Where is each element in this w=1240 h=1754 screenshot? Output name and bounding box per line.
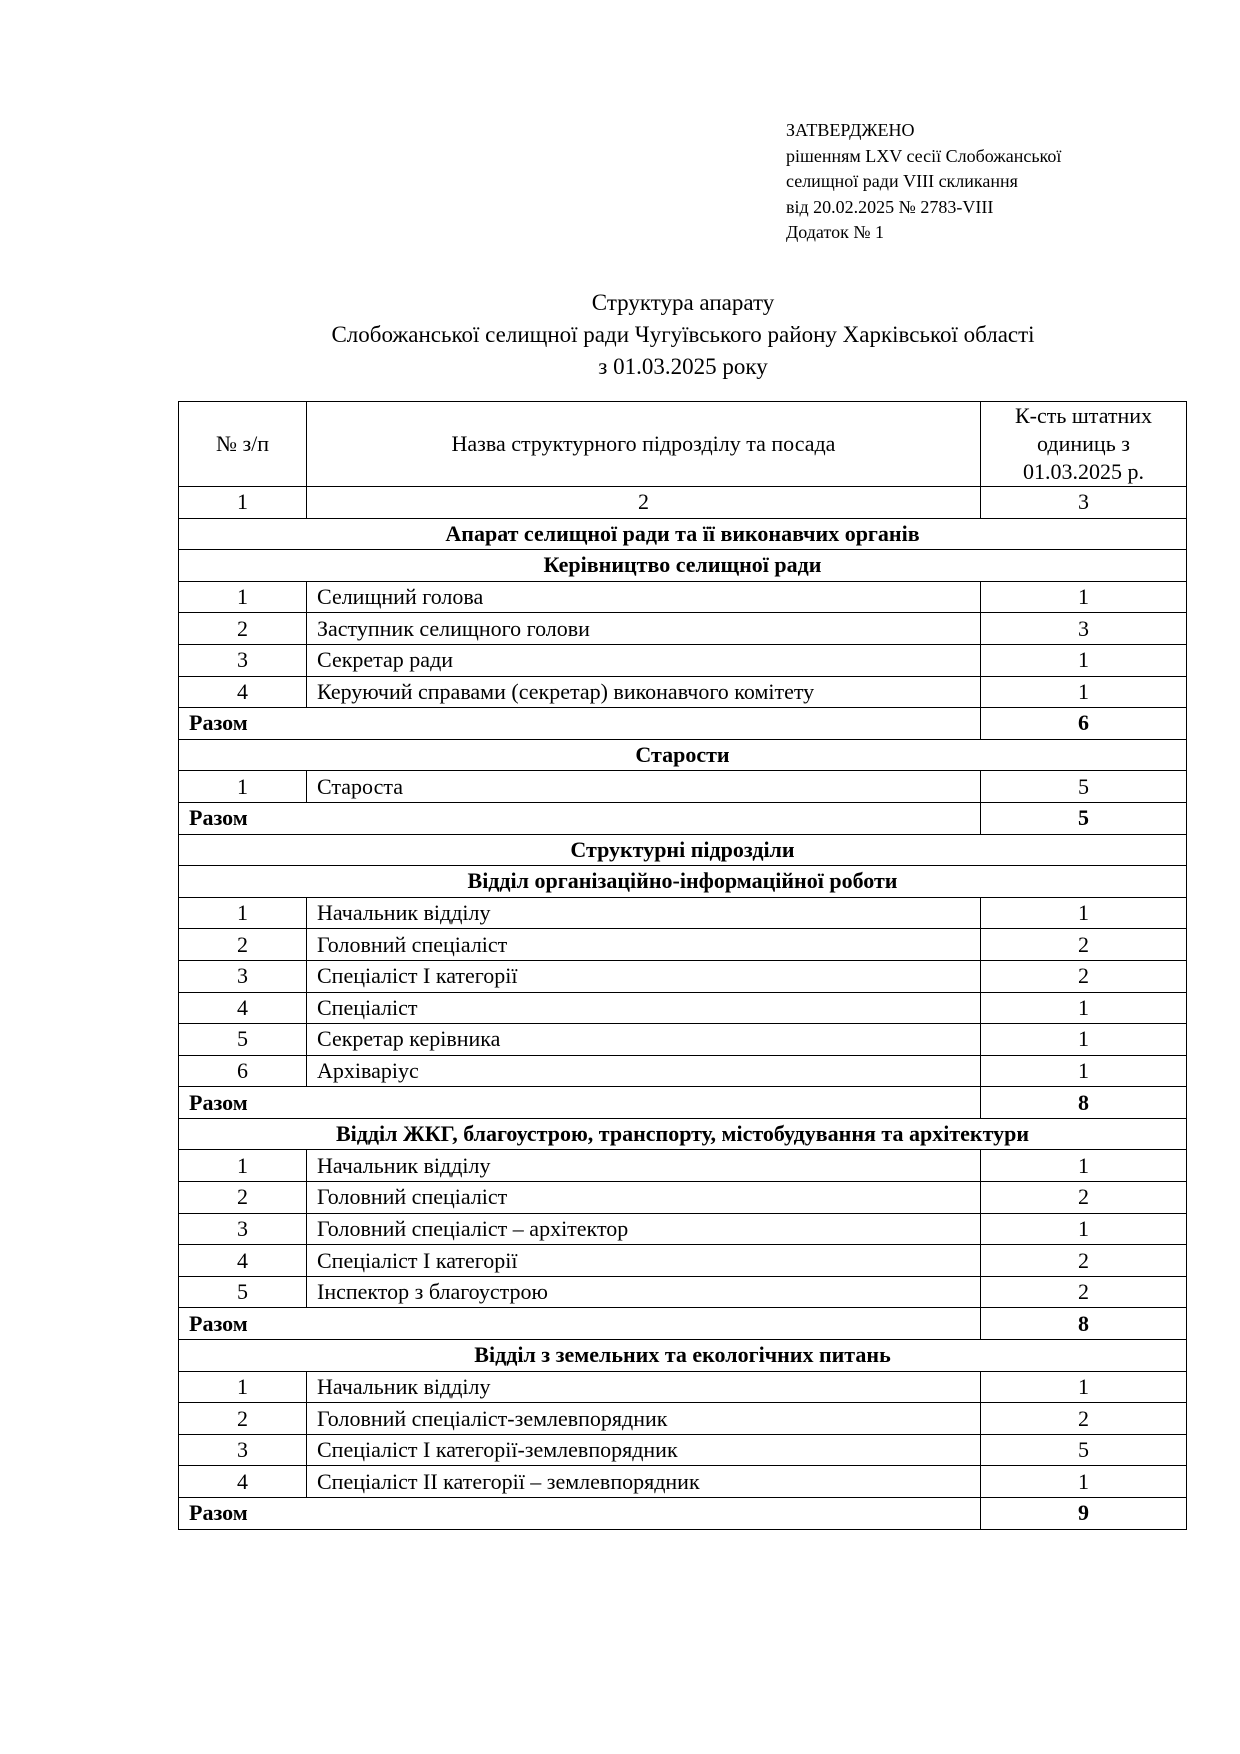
row-number: 2 [179, 929, 307, 961]
table-row [179, 1434, 1187, 1466]
position-name: Начальник відділу [307, 897, 981, 929]
position-name: Головний спеціаліст – архітектор [307, 1213, 981, 1245]
title-line: Слобожанської селищної ради Чугуївського району Харківської області [331, 322, 1035, 347]
total-label: Разом [179, 1308, 981, 1340]
section-row [179, 1340, 1187, 1372]
table-row [179, 897, 1187, 929]
section-row [179, 739, 1187, 771]
unit-count: 1 [981, 897, 1187, 929]
section-title: Старости [179, 739, 1187, 771]
table-row [179, 1182, 1187, 1214]
section-title: Керівництво селищної ради [179, 550, 1187, 582]
table-row [179, 992, 1187, 1024]
table-header-row [179, 402, 1187, 487]
row-number: 4 [179, 992, 307, 1024]
column-number-row [179, 487, 1187, 519]
header-count-line: 01.03.2025 р. [1023, 459, 1144, 484]
table-row [179, 1024, 1187, 1056]
unit-count: 1 [981, 1371, 1187, 1403]
total-count: 9 [981, 1498, 1187, 1530]
position-name: Спеціаліст І категорії-землевпорядник [307, 1434, 981, 1466]
total-count: 8 [981, 1087, 1187, 1119]
row-number: 1 [179, 771, 307, 803]
row-number: 3 [179, 644, 307, 676]
section-title: Відділ з земельних та екологічних питань [179, 1340, 1187, 1372]
position-name: Селищний голова [307, 581, 981, 613]
document-title [178, 287, 1188, 383]
position-name: Головний спеціаліст [307, 929, 981, 961]
position-name: Спеціаліст І категорії [307, 960, 981, 992]
row-number: 5 [179, 1276, 307, 1308]
approval-line: ЗАТВЕРДЖЕНО [786, 120, 915, 140]
total-row [179, 1308, 1187, 1340]
unit-count: 3 [981, 613, 1187, 645]
table-row [179, 1055, 1187, 1087]
section-row [179, 834, 1187, 866]
table-row [179, 960, 1187, 992]
total-label: Разом [179, 708, 981, 740]
position-name: Начальник відділу [307, 1150, 981, 1182]
section-title: Структурні підрозділи [179, 834, 1187, 866]
unit-count: 1 [981, 1024, 1187, 1056]
position-name: Спеціаліст [307, 992, 981, 1024]
row-number: 1 [179, 897, 307, 929]
row-number: 4 [179, 676, 307, 708]
unit-count: 2 [981, 1403, 1187, 1435]
row-number: 1 [179, 581, 307, 613]
unit-count: 5 [981, 771, 1187, 803]
title-line: Структура апарату [591, 290, 775, 315]
header-num: № з/п [179, 402, 307, 487]
table-row [179, 1276, 1187, 1308]
total-count: 8 [981, 1308, 1187, 1340]
table-row [179, 644, 1187, 676]
table-row [179, 771, 1187, 803]
section-title: Відділ організаційно-інформаційної роботи [179, 866, 1187, 898]
position-name: Головний спеціаліст-землевпорядник [307, 1403, 981, 1435]
approval-line: Додаток № 1 [786, 222, 884, 242]
header-count-line: одиниць з [1037, 431, 1130, 456]
header-count-line: К-сть штатних [1014, 403, 1153, 428]
row-number: 4 [179, 1245, 307, 1277]
position-name: Начальник відділу [307, 1371, 981, 1403]
unit-count: 1 [981, 992, 1187, 1024]
unit-count: 1 [981, 581, 1187, 613]
row-number: 2 [179, 1182, 307, 1214]
column-number: 1 [179, 487, 307, 519]
total-row [179, 708, 1187, 740]
row-number: 5 [179, 1024, 307, 1056]
unit-count: 2 [981, 960, 1187, 992]
position-name: Заступник селищного голови [307, 613, 981, 645]
position-name: Інспектор з благоустрою [307, 1276, 981, 1308]
unit-count: 2 [981, 1245, 1187, 1277]
table-row [179, 1245, 1187, 1277]
unit-count: 1 [981, 644, 1187, 676]
row-number: 4 [179, 1466, 307, 1498]
unit-count: 2 [981, 1276, 1187, 1308]
table-row [179, 613, 1187, 645]
table-row [179, 676, 1187, 708]
title-line: з 01.03.2025 року [598, 354, 768, 379]
approval-line: рішенням LXV сесії Слобожанської [786, 145, 1062, 166]
row-number: 2 [179, 613, 307, 645]
position-name: Секретар керівника [307, 1024, 981, 1056]
unit-count: 5 [981, 1434, 1187, 1466]
position-name: Керуючий справами (секретар) виконавчого комітету [307, 676, 981, 708]
row-number: 2 [179, 1403, 307, 1435]
row-number: 3 [179, 1213, 307, 1245]
row-number: 6 [179, 1055, 307, 1087]
total-row [179, 1087, 1187, 1119]
position-name: Архіваріус [307, 1055, 981, 1087]
section-row [179, 1118, 1187, 1150]
approval-line: селищної ради VIII скликання [786, 171, 1018, 191]
position-name: Спеціаліст І категорії [307, 1245, 981, 1277]
table-row [179, 1213, 1187, 1245]
table-row [179, 1371, 1187, 1403]
position-name: Староста [307, 771, 981, 803]
position-name: Спеціаліст ІІ категорії – землевпорядник [307, 1466, 981, 1498]
section-title: Апарат селищної ради та її виконавчих органів [179, 518, 1187, 550]
position-name: Секретар ради [307, 644, 981, 676]
section-row [179, 518, 1187, 550]
section-row [179, 550, 1187, 582]
table-row [179, 1466, 1187, 1498]
column-number: 2 [307, 487, 981, 519]
section-title: Відділ ЖКГ, благоустрою, транспорту, містобудування та архітектури [179, 1118, 1187, 1150]
unit-count: 1 [981, 1055, 1187, 1087]
table-row [179, 929, 1187, 961]
table-row [179, 1403, 1187, 1435]
unit-count: 1 [981, 1150, 1187, 1182]
unit-count: 2 [981, 929, 1187, 961]
total-count: 6 [981, 708, 1187, 740]
total-label: Разом [179, 1498, 981, 1530]
total-count: 5 [981, 802, 1187, 834]
total-row [179, 802, 1187, 834]
total-label: Разом [179, 1087, 981, 1119]
row-number: 1 [179, 1150, 307, 1182]
staff-structure-table [178, 401, 1187, 1530]
total-row [179, 1498, 1187, 1530]
approval-line: від 20.02.2025 № 2783-VIII [786, 196, 994, 217]
total-label: Разом [179, 802, 981, 834]
approval-stamp [786, 118, 1061, 246]
row-number: 3 [179, 1434, 307, 1466]
header-name: Назва структурного підрозділу та посада [307, 402, 981, 487]
unit-count: 2 [981, 1182, 1187, 1214]
table-row [179, 1150, 1187, 1182]
column-number: 3 [981, 487, 1187, 519]
unit-count: 1 [981, 1466, 1187, 1498]
position-name: Головний спеціаліст [307, 1182, 981, 1214]
unit-count: 1 [981, 1213, 1187, 1245]
row-number: 1 [179, 1371, 307, 1403]
section-row [179, 866, 1187, 898]
header-count [981, 402, 1187, 487]
table-row [179, 581, 1187, 613]
row-number: 3 [179, 960, 307, 992]
unit-count: 1 [981, 676, 1187, 708]
